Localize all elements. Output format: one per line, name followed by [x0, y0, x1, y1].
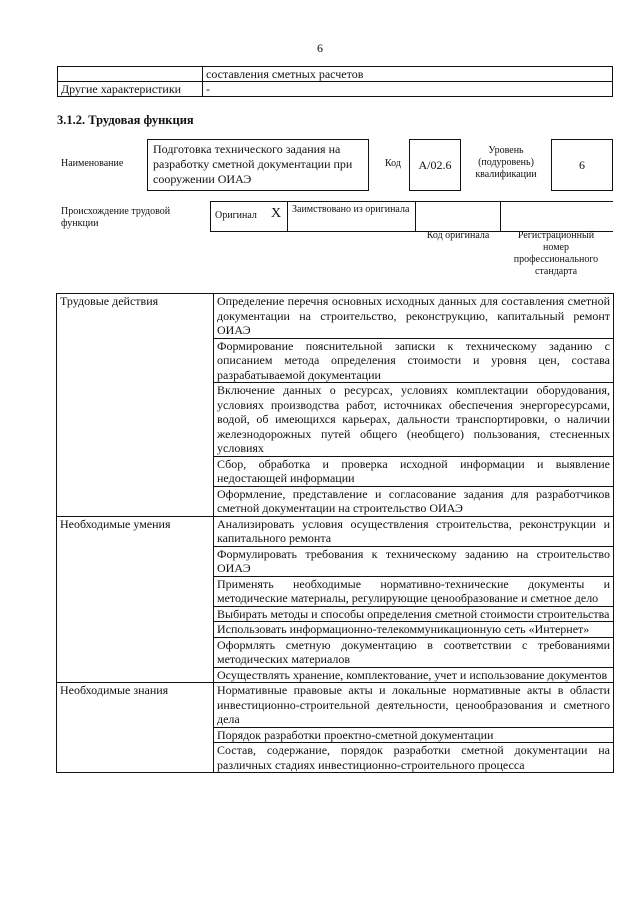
- table-cell: Формулировать требования к техническому заданию на строительство ОИАЭ: [214, 546, 614, 576]
- category-labor-actions: Трудовые действия: [57, 294, 214, 517]
- table-cell: Использовать информационно-телекоммуникационную сеть «Интернет»: [214, 622, 614, 638]
- reg-number-label: Регистрационный номер профессионального стандарта: [513, 230, 599, 277]
- origin-label: Происхождение трудовой функции: [61, 206, 171, 229]
- table-cell: Формирование пояснительной записки к техническому заданию с описанием метода определения стоимости и уровня цен, состава разрабатываемой документации: [214, 338, 614, 383]
- table-cell: Применять необходимые нормативно-технические документы и методические материалы, регулирующие ценообразование и сметное дело: [214, 576, 614, 606]
- table-cell: Другие характеристики: [58, 82, 203, 97]
- section-title: 3.1.2. Трудовая функция: [57, 113, 194, 127]
- divider: [210, 201, 211, 231]
- divider: [287, 201, 288, 231]
- table-cell: Нормативные правовые акты и локальные нормативные акты в области инвестиционно-строительной деятельности, ценообразования и сметного дела: [214, 683, 614, 728]
- table-cell: [58, 67, 203, 82]
- code-label: Код: [385, 158, 401, 169]
- divider: [500, 201, 501, 231]
- table-cell: -: [203, 82, 613, 97]
- level-label: Уровень (подуровень) квалификации: [475, 145, 537, 180]
- category-required-knowledge: Необходимые знания: [57, 683, 214, 773]
- name-label: Наименование: [61, 158, 124, 169]
- table-cell: Выбирать методы и способы определения сметной стоимости строительства: [214, 606, 614, 622]
- continuation-table: [57, 66, 613, 97]
- qualification-level: 6: [551, 139, 613, 191]
- labor-function-table: [56, 293, 614, 773]
- table-row: [57, 294, 614, 339]
- table-cell: Анализировать условия осуществления строительства, реконструкции и капитального ремонта: [214, 516, 614, 546]
- page-number: 6: [317, 41, 323, 55]
- category-required-skills: Необходимые умения: [57, 516, 214, 683]
- function-code: A/02.6: [409, 139, 461, 191]
- table-row: [58, 82, 613, 97]
- code-original-label: Код оригинала: [426, 230, 490, 241]
- table-cell: Оформлять сметную документацию в соответствии с требованиями методических материалов: [214, 637, 614, 667]
- table-cell: составления сметных расчетов: [203, 67, 613, 82]
- table-cell: Порядок разработки проектно-сметной документации: [214, 727, 614, 743]
- table-cell: Оформление, представление и согласование задания для разработчиков сметной документации на строительство ОИАЭ: [214, 486, 614, 516]
- function-name: Подготовка технического задания на разработку сметной документации при сооружении ОИАЭ: [147, 139, 369, 191]
- table-cell: Определение перечня основных исходных данных для составления сметной документации на строительство, реконструкцию, капитальный ремонт ОИАЭ: [214, 294, 614, 339]
- divider: [415, 201, 416, 231]
- table-cell: Сбор, обработка и проверка исходной информации и выявление недостающей информации: [214, 456, 614, 486]
- borrowed-label: Заимствовано из оригинала: [292, 204, 410, 215]
- table-cell: Осуществлять хранение, комплектование, учет и использование документов: [214, 667, 614, 683]
- table-cell: Состав, содержание, порядок разработки сметной документации на различных стадиях инвестиционно-строительного процесса: [214, 743, 614, 773]
- table-cell: Включение данных о ресурсах, условиях комплектации оборудования, условиях производства работ, источниках обеспечения энергоресурсами, водой, об имеющихся карьерах, дальности транспортировки, о наличии железнодорожных путей общего (необщего) пользования, стесненных условиях: [214, 383, 614, 457]
- table-row: [58, 67, 613, 82]
- table-row: [57, 516, 614, 546]
- original-check-mark: X: [271, 206, 282, 221]
- original-label: Оригинал: [215, 210, 257, 221]
- table-row: [57, 683, 614, 728]
